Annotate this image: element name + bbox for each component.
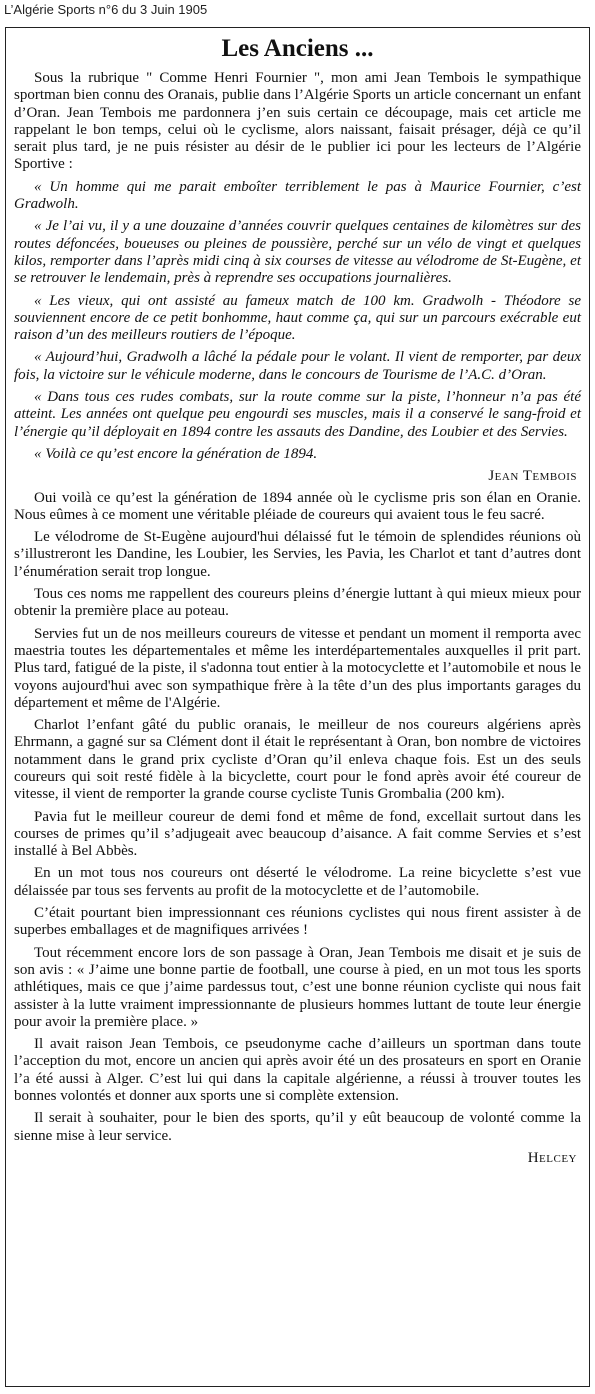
quote-paragraph: « Les vieux, qui ont assisté au fameux match de 100 km. Gradwolh - Théodore se souviennent encore de ce petit bonhomme, haut comme ça, qui sur un parcours exécrable eut raison d’un des meilleurs routiers de l’époque. (14, 292, 581, 344)
article-title: Les Anciens ... (221, 35, 374, 62)
body-paragraph: Tout récemment encore lors de son passage à Oran, Jean Tembois me disait et je suis de son avis : « J’aime une bonne partie de football, une course à pied, en un mot tous les sports athlétiques, mais ce que j’aime pardessus tout, c’est une bonne réunion cycliste qui nous fait assister à la lutte vraiment impressionnante de plusieurs hommes luttant de toute leur énergie pour avoir la première place. » (14, 944, 581, 1030)
quote-paragraph: « Un homme qui me parait emboîter terriblement le pas à Maurice Fournier, c’est Gradwolh. (14, 178, 581, 213)
intro-paragraph: Sous la rubrique " Comme Henri Fournier ", mon ami Jean Tembois le sympathique sportman bien connu des Oranais, publie dans l’Algérie Sports un article concernant un enfant d’Oran. Jean Tembois me pardonnera j’en suis certain ce découpage, mais cet article me rappelant le bon temps, celui où le cyclisme, alors naissant, faisait présager, déjà ce qu’il serait plus tard, je ne puis résister au désir de le publier ici pour les lecteurs de l’Algérie Sportive : (14, 70, 581, 173)
body-paragraph: Le vélodrome de St-Eugène aujourd'hui délaissé fut le témoin de splendides réunions où s’illustreront les Dandine, les Loubier, les Servies, les Pavia, les Charlot et tant d’autres dont l’énumération serait trop longue. (14, 529, 581, 580)
body-paragraph: C’était pourtant bien impressionnant ces réunions cyclistes qui nous firent assister à de superbes emballages et de magnifiques arrivées ! (14, 905, 581, 939)
body-paragraph: Il avait raison Jean Tembois, ce pseudonyme cache d’ailleurs un sportman dans toute l’acception du mot, encore un ancien qui après avoir été un des prosateurs en sport en Oranie l’a été aussi à Alger. C’est lui qui dans la capitale algérienne, a réussi à trouver toutes les bonnes volontés et donner aux sports une si complète extension. (14, 1036, 581, 1105)
body-paragraph: Charlot l’enfant gâté du public oranais, le meilleur de nos coureurs algériens après Ehrmann, a gagné sur sa Clément dont il était le représentant à Oran, bon nombre de victoires notamment dans le grand prix cycliste d’Oran qu’il enleva chaque fois. Est un des seuls coureurs qui soit resté fidèle à la bicyclette, court pour le fond après avoir été coureur de vitesse, il vient de remporter la grande course cycliste Tunis Grombalia (200 km). (14, 717, 581, 803)
source-line: L’Algérie Sports n°6 du 3 Juin 1905 (4, 2, 208, 17)
quote-paragraph: « Aujourd’hui, Gradwolh a lâché la pédale pour le volant. Il vient de remporter, par deux fois, la victoire sur le véhicule moderne, dans le concours de Tourisme de l’A.C. d’Oran. (14, 349, 581, 383)
body-paragraph: Servies fut un de nos meilleurs coureurs de vitesse et pendant un moment il remporta avec maestria toutes les départementales et même les interdépartementales auxquelles il prit part. Plus tard, fatigué de la piste, il s'adonna tout entier à la motocyclette et l’automobile et nous le voyons aujourd'hui avec son sympathique frère à la tête d’un des plus importants garages du département et même de l'Algérie. (14, 625, 581, 711)
quote-paragraph: « Voilà ce qu’est encore la génération de 1894. (34, 445, 318, 462)
body-paragraph: Pavia fut le meilleur coureur de demi fond et même de fond, excellait surtout dans les courses de primes qu’il s’adjugeait avec beaucoup d’aisance. A fait comme Servies et s’est installé à Bel Abbès. (14, 808, 581, 860)
author-signature: Helcey (527, 1149, 577, 1166)
quote-paragraph: « Je l’ai vu, il y a une douzaine d’années couvrir quelques centaines de kilomètres sur des routes défoncées, boueuses ou pleines de poussière, perché sur un vélo de vingt et quelques kilos, remporter dans l’après midi cinq à six courses de vitesse au vélodrome de St-Eugène, et se retrouver le lendemain, près à reprendre ses occupations journalières. (14, 218, 581, 287)
quote-paragraph: « Dans tous ces rudes combats, sur la route comme sur la piste, l’honneur n’a pas été atteint. Les années ont quelque peu engourdi ses muscles, mais il a conservé le sang-froid et l’énergie qu’il déployait en 1894 contre les assauts des Dandine, des Loubier et des Servies. (14, 389, 581, 440)
quote-author-signature: Jean Tembois (488, 468, 577, 485)
article-frame (5, 27, 590, 1387)
body-paragraph: Tous ces noms me rappellent des coureurs pleins d’énergie luttant à qui mieux mieux pour obtenir la première place au poteau. (14, 586, 581, 620)
body-paragraph: En un mot tous nos coureurs ont déserté le vélodrome. La reine bicyclette s’est vue délaissée par tous ses fervents au profit de la motocyclette et de l’automobile. (14, 865, 581, 899)
body-paragraph: Oui voilà ce qu’est la génération de 1894 année où le cyclisme pris son élan en Oranie. Nous eûmes à ce moment une véritable pléiade de coureurs qui avaient tous le feu sacré. (14, 489, 581, 523)
body-paragraph: Il serait à souhaiter, pour le bien des sports, qu’il y eût beaucoup de volonté comme la sienne mise à leur service. (14, 1110, 581, 1144)
